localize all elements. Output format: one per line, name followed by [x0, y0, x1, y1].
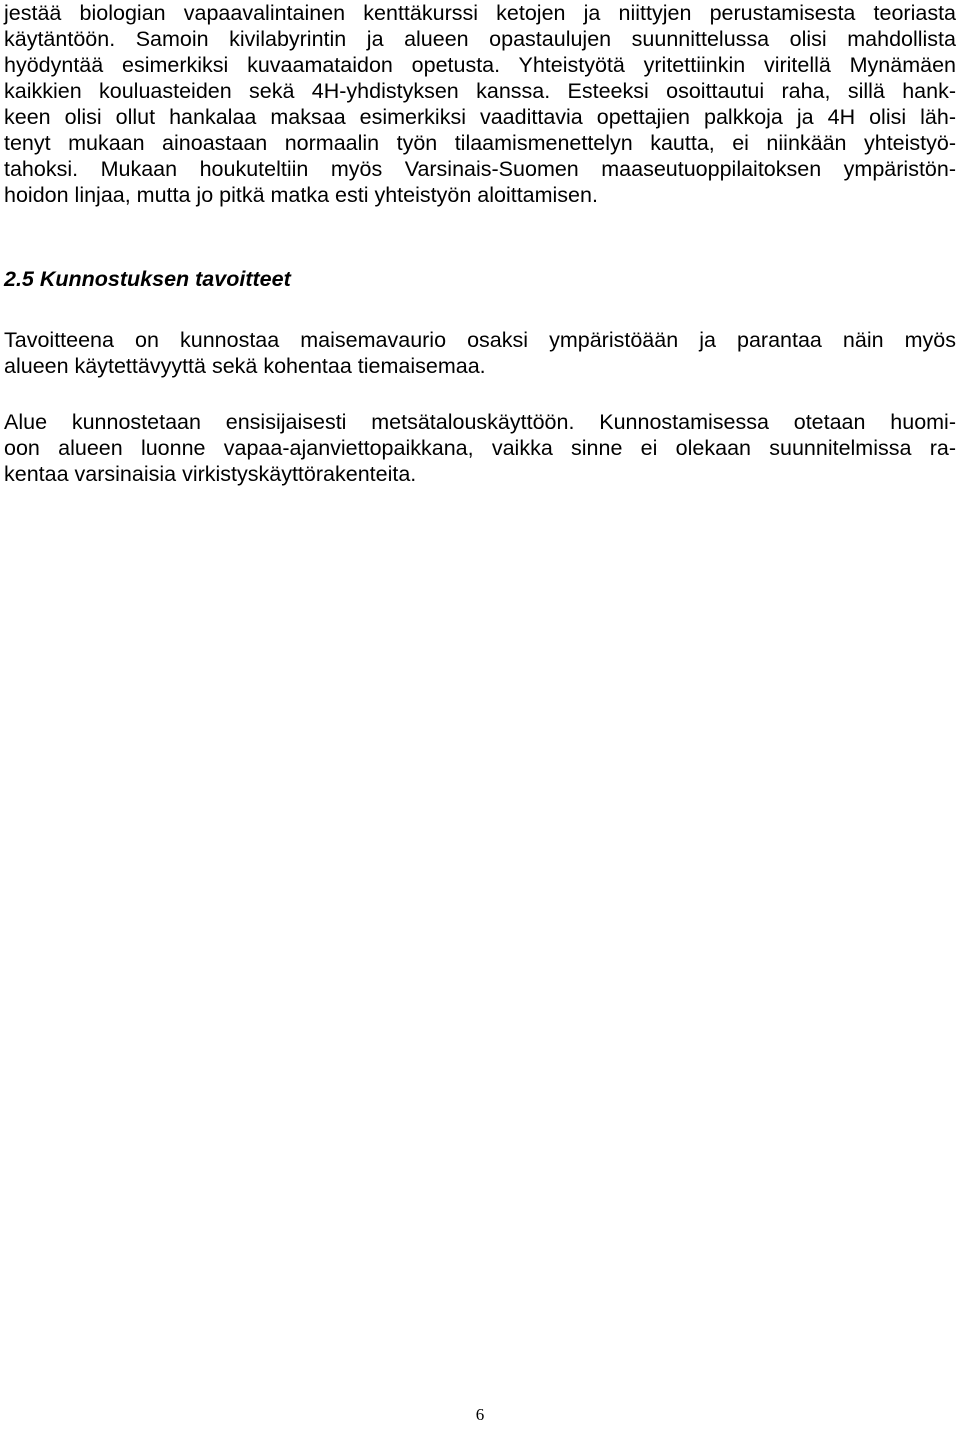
text-line: tenyt mukaan ainoastaan normaalin työn tilaamismenettelyn kautta, ei niinkään yhteistyö-: [4, 131, 956, 155]
text-line: hyödyntää esimerkiksi kuvaamataidon opetusta. Yhteistyötä yritettiinkin viritellä Mynämäen: [4, 53, 956, 77]
text-line: alueen käytettävyyttä sekä kohentaa tiemaisemaa.: [4, 354, 486, 378]
text-line: Alue kunnostetaan ensisijaisesti metsätalouskäyttöön. Kunnostamisessa otetaan huomi-: [4, 410, 956, 434]
text-line: kaikkien kouluasteiden sekä 4H-yhdistyksen kanssa. Esteeksi osoittautui raha, sillä hank-: [4, 79, 956, 103]
text-line: Tavoitteena on kunnostaa maisemavaurio osaksi ympäristöään ja parantaa näin myös: [4, 328, 956, 352]
page-number: 6: [475, 1405, 485, 1424]
text-line: oon alueen luonne vapaa-ajanviettopaikkana, vaikka sinne ei olekaan suunnitelmissa ra-: [4, 436, 956, 460]
text-line: jestää biologian vapaavalintainen kenttäkurssi ketojen ja niittyjen perustamisesta teoriasta: [4, 1, 956, 25]
text-line: kentaa varsinaisia virkistyskäyttörakenteita.: [4, 462, 417, 486]
section-heading: 2.5 Kunnostuksen tavoitteet: [4, 267, 291, 291]
text-line: tahoksi. Mukaan houkuteltiin myös Varsinais-Suomen maaseutuoppilaitoksen ympäristön-: [4, 157, 956, 181]
text-line: hoidon linjaa, mutta jo pitkä matka esti yhteistyön aloittamisen.: [4, 183, 598, 207]
text-line: keen olisi ollut hankalaa maksaa esimerkiksi vaadittavia opettajien palkkoja ja 4H olisi läh-: [4, 105, 956, 129]
text-line: käytäntöön. Samoin kivilabyrintin ja alueen opastaulujen suunnittelussa olisi mahdollista: [4, 27, 956, 51]
